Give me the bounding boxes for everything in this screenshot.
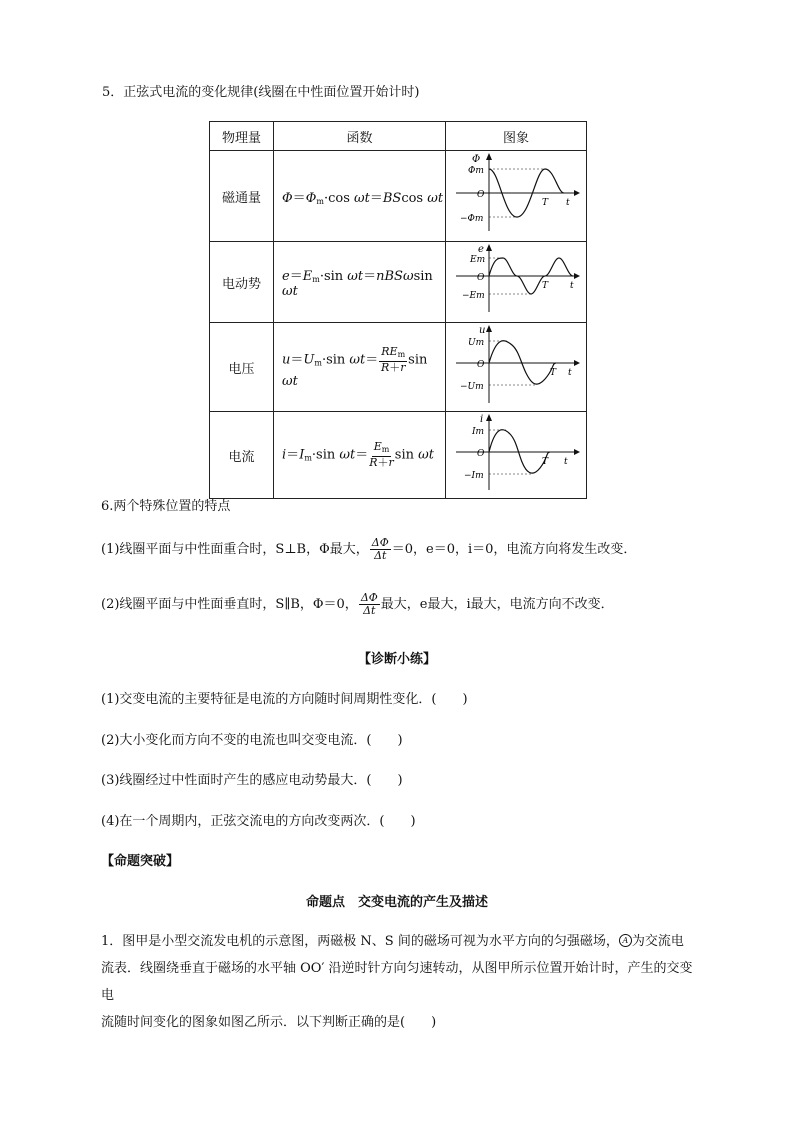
voltage-graph	[446, 323, 586, 407]
sinusoidal-law-table	[209, 121, 587, 499]
graph-emf-cell	[446, 242, 587, 323]
diagnosis-item-2: (2)大小变化而方向不变的电流也叫交变电流．( )	[101, 733, 403, 748]
frac-num: ΔΦ	[371, 536, 389, 549]
header-graph: 图象	[446, 122, 587, 151]
diagnosis-item-1: (1)交变电流的主要特征是电流的方向随时间周期性变化．( )	[101, 692, 468, 707]
item2-suffix: 最大，e最大，i最大，电流方向不改变．	[380, 597, 614, 612]
formula-flux: $\Phi=\Phi_m\cdot\cos$ ωt＝BScos ωt	[274, 151, 446, 242]
period-label: T	[542, 281, 549, 291]
question-1-line-3: 流随时间变化的图象如图乙所示．以下判断正确的是( )	[101, 1015, 437, 1030]
item1-prefix: (1)线圈平面与中性面重合时，S⊥B，Φ最大，	[101, 542, 369, 557]
table-header-row	[210, 122, 587, 151]
emf-axis-label: e	[478, 244, 484, 255]
period-label: T	[542, 457, 549, 467]
time-axis-label: t	[568, 368, 572, 378]
period-label: T	[550, 368, 557, 378]
question-1	[101, 928, 701, 1036]
quantity-current: 电流	[210, 412, 274, 499]
special-position-item-1	[101, 537, 636, 562]
header-function: 函数	[274, 122, 446, 151]
ammeter-icon: A	[619, 934, 632, 947]
diagnosis-title: 【诊断小练】	[357, 652, 436, 667]
question-1-line-1	[101, 928, 701, 955]
flux-max-label: Φm	[468, 166, 484, 176]
graph-flux-cell	[446, 151, 587, 242]
voltage-axis-label: u	[479, 325, 486, 336]
quantity-flux: 磁通量	[210, 151, 274, 242]
origin-label: O	[477, 360, 485, 370]
flux-change-rate-fraction	[370, 537, 391, 562]
voltage-min-label: −Um	[460, 382, 484, 392]
section-5-heading: 5．正弦式电流的变化规律(线圈在中性面位置开始计时)	[102, 85, 420, 100]
current-max-label: Im	[472, 427, 485, 437]
header-quantity: 物理量	[210, 122, 274, 151]
q1-line1-b: 为交流电	[631, 934, 684, 949]
flux-change-rate-fraction	[359, 592, 380, 617]
time-axis-label: t	[566, 198, 570, 208]
table-row	[210, 242, 587, 323]
special-position-item-2	[101, 592, 614, 617]
graph-current-cell	[446, 412, 587, 499]
table-row	[210, 412, 587, 499]
time-axis-label: t	[570, 281, 574, 291]
frac-den: Δt	[374, 549, 387, 562]
voltage-max-label: Um	[468, 338, 485, 348]
frac-den: Δt	[363, 604, 376, 617]
question-1-line-2: 流表．线圈绕垂直于磁场的水平轴 OO′ 沿逆时针方向匀速转动，从图甲所示位置开始计时，产生的交变电	[101, 961, 693, 1003]
formula-current: $i=I_m\cdot\sin$ ωt＝ $\frac{E_m}{R+r}$ sin ωt	[274, 412, 446, 499]
breakthrough-title: 【命题突破】	[101, 854, 180, 869]
flux-axis-label: Φ	[472, 154, 481, 165]
current-min-label: −Im	[464, 471, 484, 481]
formula-emf: $e=E_m\cdot\sin$ ωt＝nBSωsin ωt	[274, 242, 446, 323]
diagnosis-item-3: (3)线圈经过中性面时产生的感应电动势最大．( )	[101, 773, 403, 788]
flux-min-label: −Φm	[460, 214, 484, 224]
item1-suffix: ＝0，e＝0，i＝0，电流方向将发生改变．	[391, 542, 637, 557]
breakthrough-subtitle: 命题点 交变电流的产生及描述	[305, 895, 488, 910]
emf-max-label: Em	[470, 255, 486, 265]
section-6-heading: 6.两个特殊位置的特点	[101, 499, 231, 514]
origin-label: O	[477, 190, 485, 200]
frac-num: ΔΦ	[360, 591, 378, 604]
quantity-emf: 电动势	[210, 242, 274, 323]
item2-prefix: (2)线圈平面与中性面垂直时，S∥B，Φ＝0，	[101, 597, 358, 612]
emf-min-label: −Em	[462, 291, 485, 301]
origin-label: O	[477, 273, 485, 283]
origin-label: O	[477, 449, 485, 459]
table-row	[210, 151, 587, 242]
q1-line1-a: 1．图甲是小型交流发电机的示意图，两磁极 N、S 间的磁场可视为水平方向的匀强磁场，	[101, 934, 619, 949]
period-label: T	[542, 198, 549, 208]
graph-voltage-cell	[446, 323, 587, 412]
emf-graph	[446, 242, 586, 318]
diagnosis-item-4: (4)在一个周期内，正弦交流电的方向改变两次．( )	[101, 814, 416, 829]
flux-graph	[446, 151, 586, 237]
table-row	[210, 323, 587, 412]
current-axis-label: i	[480, 414, 484, 425]
current-graph	[446, 412, 586, 494]
time-axis-label: t	[564, 457, 568, 467]
quantity-voltage: 电压	[210, 323, 274, 412]
formula-voltage: $u=U_m\cdot\sin$ ωt＝ $\frac{RE_m}{R+r}$ sin ωt	[274, 323, 446, 412]
